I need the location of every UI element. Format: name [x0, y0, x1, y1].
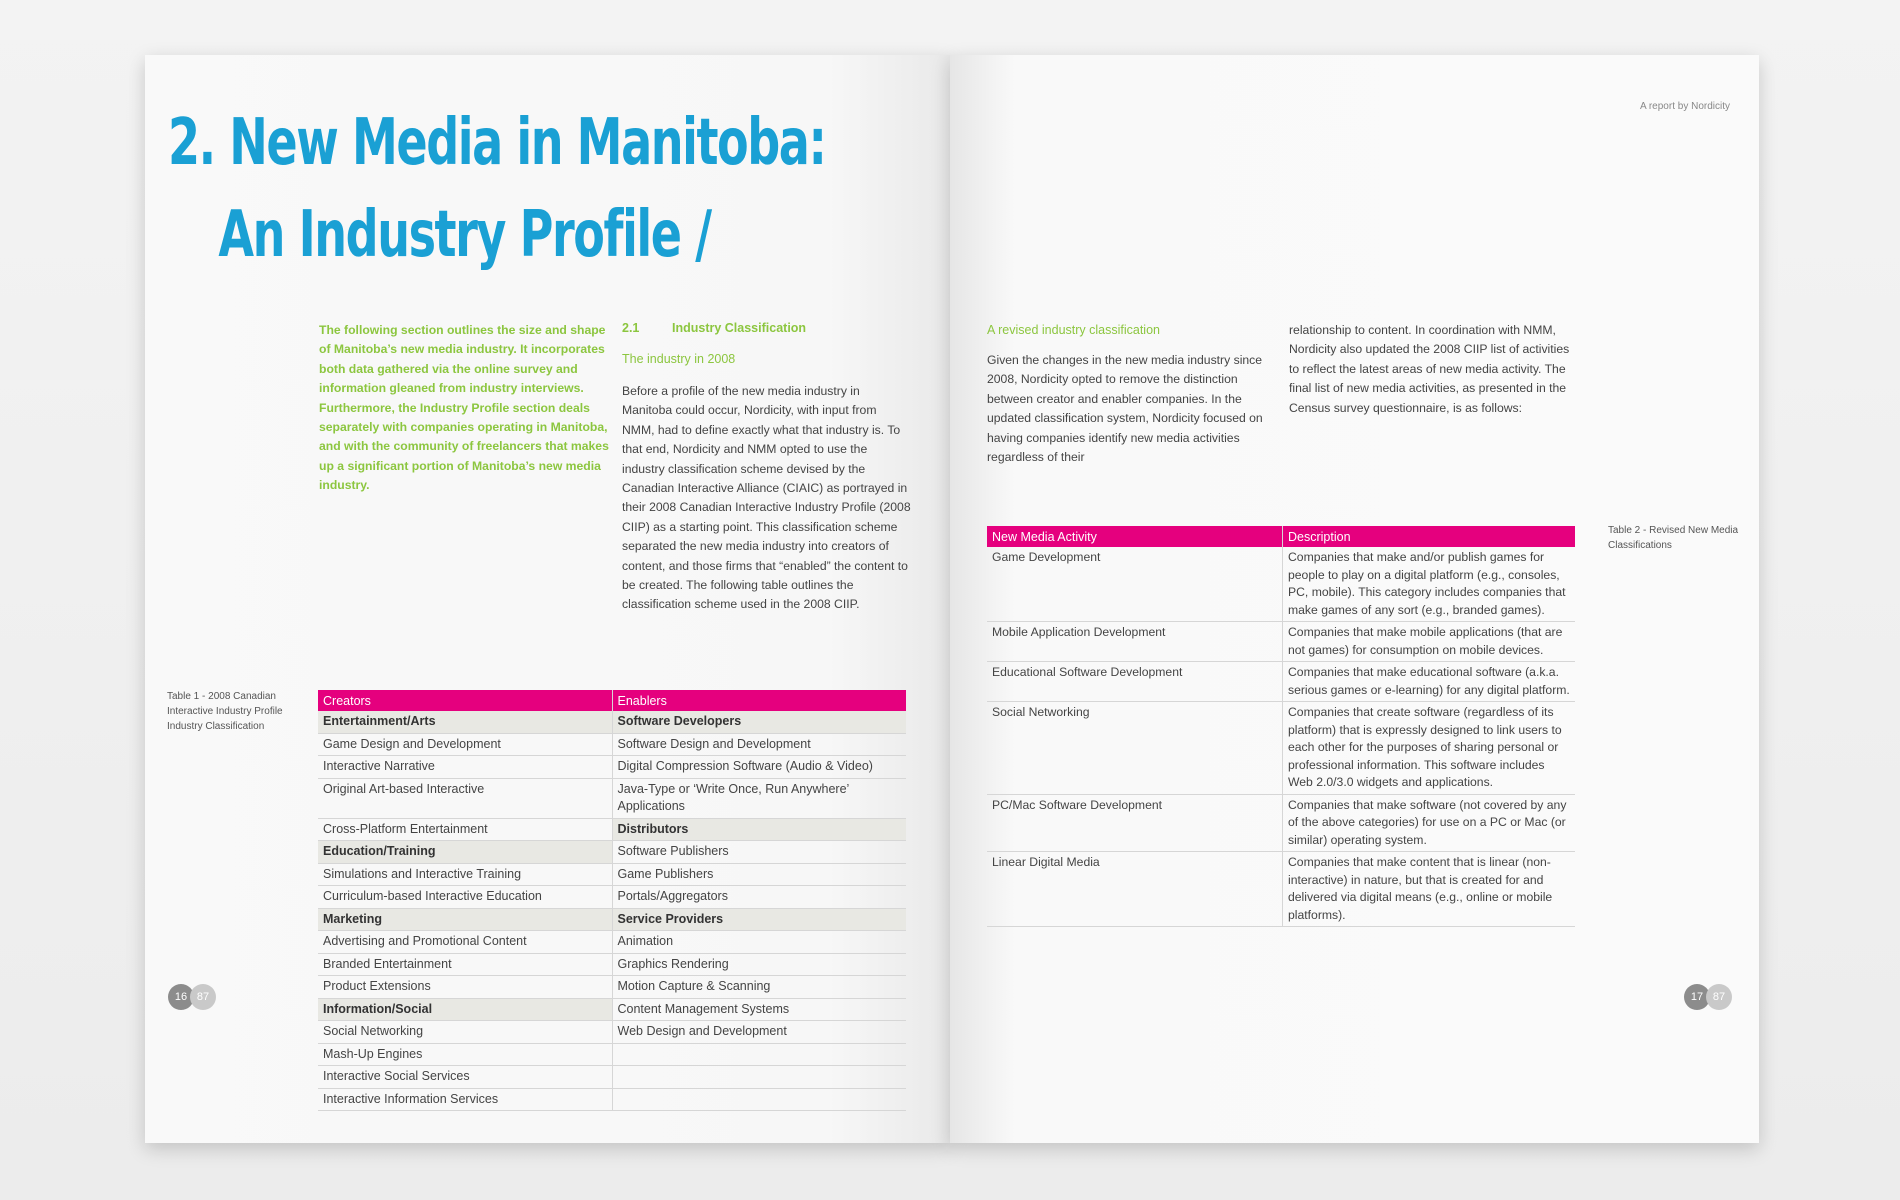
table-row: [987, 852, 1575, 927]
activity-cell: Social Networking: [987, 702, 1283, 795]
activity-cell: PC/Mac Software Development: [987, 794, 1283, 852]
section-number: 2.1: [622, 321, 640, 335]
enablers-cell: Software Developers: [612, 711, 906, 733]
creators-cell: Entertainment/Arts: [318, 711, 612, 733]
table-row: [987, 547, 1575, 622]
table-row: [318, 908, 906, 931]
table-row: [318, 1088, 906, 1111]
enablers-cell: Graphics Rendering: [612, 953, 906, 976]
enablers-cell: Portals/Aggregators: [612, 886, 906, 909]
table-row: [318, 931, 906, 954]
table-row: [318, 778, 906, 818]
description-cell: Companies that make and/or publish games for people to play on a digital platform (e.g., consoles, PC, mobile). This category includes companies that make games of any sort (e.g., branded games).: [1283, 547, 1576, 622]
enablers-cell: [612, 1043, 906, 1066]
enablers-cell: Animation: [612, 931, 906, 954]
table-row: [318, 733, 906, 756]
body-text-column-1: Given the changes in the new media industry since 2008, Nordicity opted to remove the distinction between creator and enabler companies. In the updated classification system, Nordicity focused on having companies identify new media activities regardless of their: [987, 353, 1263, 465]
subheading: The industry in 2008: [622, 352, 736, 366]
title-line-1: 2. New Media in Manitoba:: [168, 106, 826, 180]
column-header: New Media Activity: [987, 526, 1283, 547]
creators-cell: Interactive Information Services: [318, 1088, 612, 1111]
enablers-cell: Service Providers: [612, 908, 906, 931]
creators-cell: Information/Social: [318, 998, 612, 1021]
left-page: [145, 55, 950, 1143]
table-row: [318, 976, 906, 999]
revised-classification-table: [987, 526, 1575, 927]
page-total: 87: [1706, 984, 1732, 1010]
enablers-cell: [612, 1066, 906, 1089]
enablers-cell: Java-Type or ‘Write Once, Run Anywhere’ Applications: [612, 778, 906, 818]
column-header: Enablers: [612, 690, 906, 711]
activity-cell: Educational Software Development: [987, 662, 1283, 702]
page-number: 16: [168, 984, 194, 1010]
intro-paragraph: The following section outlines the size and shape of Manitoba’s new media industry. It incorporates both data gathered via the online survey and information gleaned from industry interviews. Furthermore, the Industry Profile section deals separately with companies operating in Manitoba, and with the community of freelancers that makes up a significant portion of Manitoba’s new media industry.: [319, 323, 609, 493]
creators-cell: Game Design and Development: [318, 733, 612, 756]
table-row: [318, 863, 906, 886]
subheading: A revised industry classification: [987, 323, 1160, 337]
enablers-cell: Software Publishers: [612, 841, 906, 864]
page-number: 17: [1684, 984, 1710, 1010]
enablers-cell: Distributors: [612, 818, 906, 841]
description-cell: Companies that make content that is linear (non-interactive) in nature, but that is created for and delivered via digital means (e.g., online or mobile platforms).: [1283, 852, 1576, 927]
table-row: [318, 711, 906, 733]
creators-cell: Curriculum-based Interactive Education: [318, 886, 612, 909]
column-header: Description: [1283, 526, 1576, 547]
table-row: [318, 1043, 906, 1066]
creators-cell: Branded Entertainment: [318, 953, 612, 976]
table-row: [318, 818, 906, 841]
enablers-cell: [612, 1088, 906, 1111]
body-text: Before a profile of the new media industry in Manitoba could occur, Nordicity, with input from NMM, had to define exactly what that industry is. To that end, Nordicity and NMM opted to use the industry classification scheme devised by the Canadian Interactive Alliance (CIAIC) as portrayed in their 2008 Canadian Interactive Industry Profile (2008 CIIP) as a starting point. This classification scheme separated the new media industry into creators of content, and those firms that “enabled” the content to be created. The following table outlines the classification scheme used in the 2008 CIIP.: [622, 384, 911, 612]
table-header-row: [318, 690, 906, 711]
creators-cell: Interactive Social Services: [318, 1066, 612, 1089]
activity-cell: Game Development: [987, 547, 1283, 622]
description-cell: Companies that create software (regardless of its platform) that is expressly designed to link users to each other for the purposes of sharing personal or professional information. This software includes Web 2.0/3.0 widgets and applications.: [1283, 702, 1576, 795]
enablers-cell: Game Publishers: [612, 863, 906, 886]
creators-cell: Social Networking: [318, 1021, 612, 1044]
description-cell: Companies that make mobile applications (that are not games) for consumption on mobile devices.: [1283, 622, 1576, 662]
table-row: [318, 998, 906, 1021]
enablers-cell: Software Design and Development: [612, 733, 906, 756]
creators-cell: Interactive Narrative: [318, 756, 612, 779]
column-header: Creators: [318, 690, 612, 711]
creators-cell: Education/Training: [318, 841, 612, 864]
enablers-cell: Content Management Systems: [612, 998, 906, 1021]
activity-cell: Linear Digital Media: [987, 852, 1283, 927]
table-row: [987, 794, 1575, 852]
creators-cell: Marketing: [318, 908, 612, 931]
table-row: [318, 1066, 906, 1089]
table-caption: Table 2 - Revised New Media Classifications: [1608, 525, 1739, 551]
body-text-column-2: relationship to content. In coordination with NMM, Nordicity also updated the 2008 CIIP list of activities to reflect the latest areas of new media activity. The final list of new media activities, as presented in the Census survey questionnaire, is as follows:: [1289, 323, 1570, 415]
creators-cell: Original Art-based Interactive: [318, 778, 612, 818]
enablers-cell: Web Design and Development: [612, 1021, 906, 1044]
table-row: [318, 756, 906, 779]
activity-cell: Mobile Application Development: [987, 622, 1283, 662]
running-header: A report by Nordicity: [1639, 101, 1730, 112]
table-row: [318, 953, 906, 976]
classification-table: [318, 690, 906, 1111]
creators-cell: Advertising and Promotional Content: [318, 931, 612, 954]
table-caption: Table 1 - 2008 Canadian Interactive Industry Profile Industry Classification: [167, 691, 283, 732]
title-line-2: An Industry Profile /: [218, 198, 711, 272]
section-title: Industry Classification: [672, 321, 807, 335]
page-title: [168, 97, 825, 281]
description-cell: Companies that make software (not covered by any of the above categories) for use on a PC or Mac (or similar) operating system.: [1283, 794, 1576, 852]
creators-cell: Simulations and Interactive Training: [318, 863, 612, 886]
table-row: [987, 622, 1575, 662]
creators-cell: Product Extensions: [318, 976, 612, 999]
creators-cell: Mash-Up Engines: [318, 1043, 612, 1066]
creators-cell: Cross-Platform Entertainment: [318, 818, 612, 841]
description-cell: Companies that make educational software (a.k.a. serious games or e-learning) for any digital platform.: [1283, 662, 1576, 702]
table-row: [318, 1021, 906, 1044]
right-page: [950, 55, 1759, 1143]
table-row: [318, 886, 906, 909]
enablers-cell: Digital Compression Software (Audio & Video): [612, 756, 906, 779]
enablers-cell: Motion Capture & Scanning: [612, 976, 906, 999]
table-row: [987, 702, 1575, 795]
brochure-spread: [145, 55, 1759, 1145]
table-row: [318, 841, 906, 864]
table-header-row: [987, 526, 1575, 547]
page-total: 87: [190, 984, 216, 1010]
table-row: [987, 662, 1575, 702]
